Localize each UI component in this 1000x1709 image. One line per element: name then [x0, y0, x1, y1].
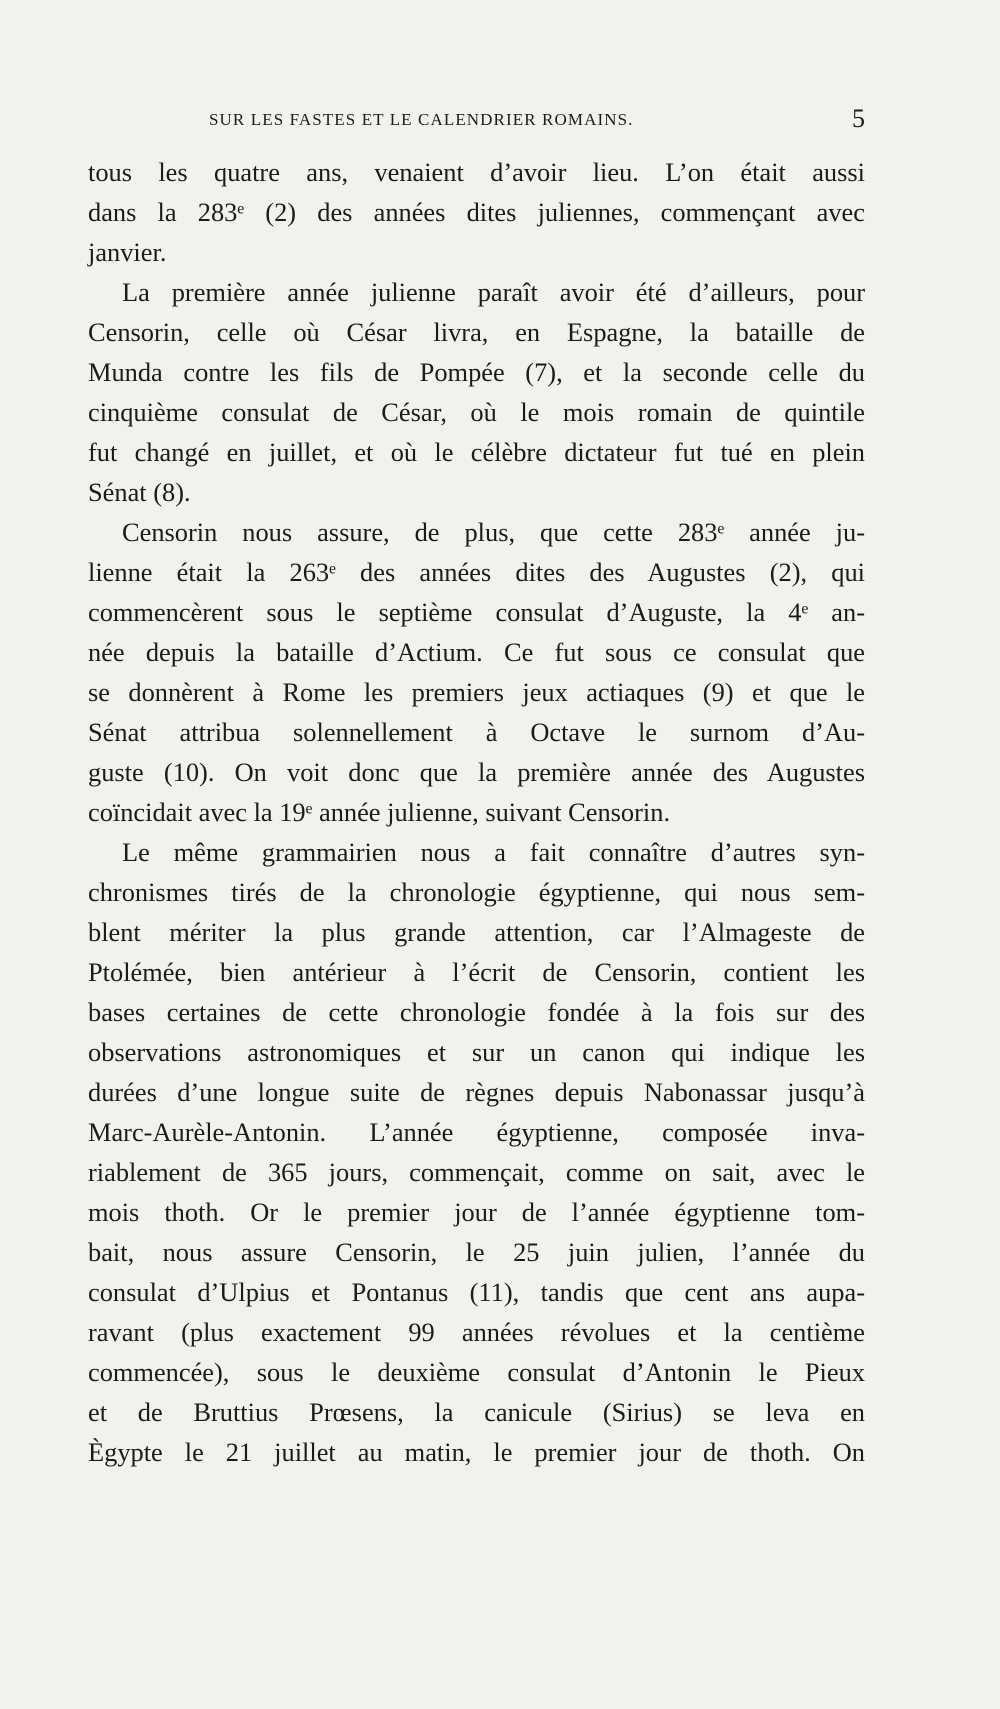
- paragraph-first-line: Censorin nous assure, de plus, que cette 283ᵉ année ju-: [122, 517, 865, 547]
- text-line: Ègypte le 21 juillet au matin, le premier jour de thoth. On: [88, 1437, 865, 1467]
- paragraph-first-line: Le même grammairien nous a fait connaître d’autres syn-: [122, 837, 865, 867]
- text-line: consulat d’Ulpius et Pontanus (11), tandis que cent ans aupa-: [88, 1277, 865, 1307]
- text-line: durées d’une longue suite de règnes depuis Nabonassar jusqu’à: [88, 1077, 865, 1107]
- text-line: janvier.: [88, 237, 167, 267]
- text-line: observations astronomiques et sur un canon qui indique les: [88, 1037, 865, 1067]
- text-line: née depuis la bataille d’Actium. Ce fut sous ce consulat que: [88, 637, 865, 667]
- paragraph-first-line: La première année julienne paraît avoir été d’ailleurs, pour: [122, 277, 865, 307]
- text-line: lienne était la 263ᵉ des années dites des Augustes (2), qui: [88, 557, 865, 587]
- text-line: Sénat (8).: [88, 477, 191, 507]
- text-line: bait, nous assure Censorin, le 25 juin julien, l’année du: [88, 1237, 865, 1267]
- text-line: coïncidait avec la 19ᵉ année julienne, suivant Censorin.: [88, 797, 671, 827]
- text-line: guste (10). On voit donc que la première année des Augustes: [88, 757, 865, 787]
- text-line: chronismes tirés de la chronologie égyptienne, qui nous sem-: [88, 877, 865, 907]
- text-line: Marc-Aurèle-Antonin. L’année égyptienne, composée inva-: [88, 1117, 865, 1147]
- text-line: Censorin, celle où César livra, en Espagne, la bataille de: [88, 317, 865, 347]
- text-line: mois thoth. Or le premier jour de l’année égyptienne tom-: [88, 1197, 865, 1227]
- body-text: [88, 152, 865, 1472]
- text-line: blent mériter la plus grande attention, car l’Almageste de: [88, 917, 865, 947]
- text-line: Ptolémée, bien antérieur à l’écrit de Censorin, contient les: [88, 957, 865, 987]
- text-line: dans la 283ᵉ (2) des années dites juliennes, commençant avec: [88, 197, 865, 227]
- text-line: Sénat attribua solennellement à Octave le surnom d’Au-: [88, 717, 865, 747]
- page-number: 5: [852, 104, 865, 133]
- page-header: [88, 104, 865, 144]
- text-line: cinquième consulat de César, où le mois romain de quintile: [88, 397, 865, 427]
- text-line: bases certaines de cette chronologie fondée à la fois sur des: [88, 997, 865, 1027]
- running-head: SUR LES FASTES ET LE CALENDRIER ROMAINS.: [209, 110, 634, 129]
- text-line: commencèrent sous le septième consulat d’Auguste, la 4ᵉ an-: [88, 597, 865, 627]
- text-line: Munda contre les fils de Pompée (7), et la seconde celle du: [88, 357, 865, 387]
- text-line: se donnèrent à Rome les premiers jeux actiaques (9) et que le: [88, 677, 865, 707]
- text-line: ravant (plus exactement 99 années révolues et la centième: [88, 1317, 865, 1347]
- text-line: riablement de 365 jours, commençait, comme on sait, avec le: [88, 1157, 865, 1187]
- text-line: et de Bruttius Prœsens, la canicule (Sirius) se leva en: [88, 1397, 865, 1427]
- text-line: fut changé en juillet, et où le célèbre dictateur fut tué en plein: [88, 437, 865, 467]
- text-line: tous les quatre ans, venaient d’avoir lieu. L’on était aussi: [88, 157, 865, 187]
- text-line: commencée), sous le deuxième consulat d’Antonin le Pieux: [88, 1357, 865, 1387]
